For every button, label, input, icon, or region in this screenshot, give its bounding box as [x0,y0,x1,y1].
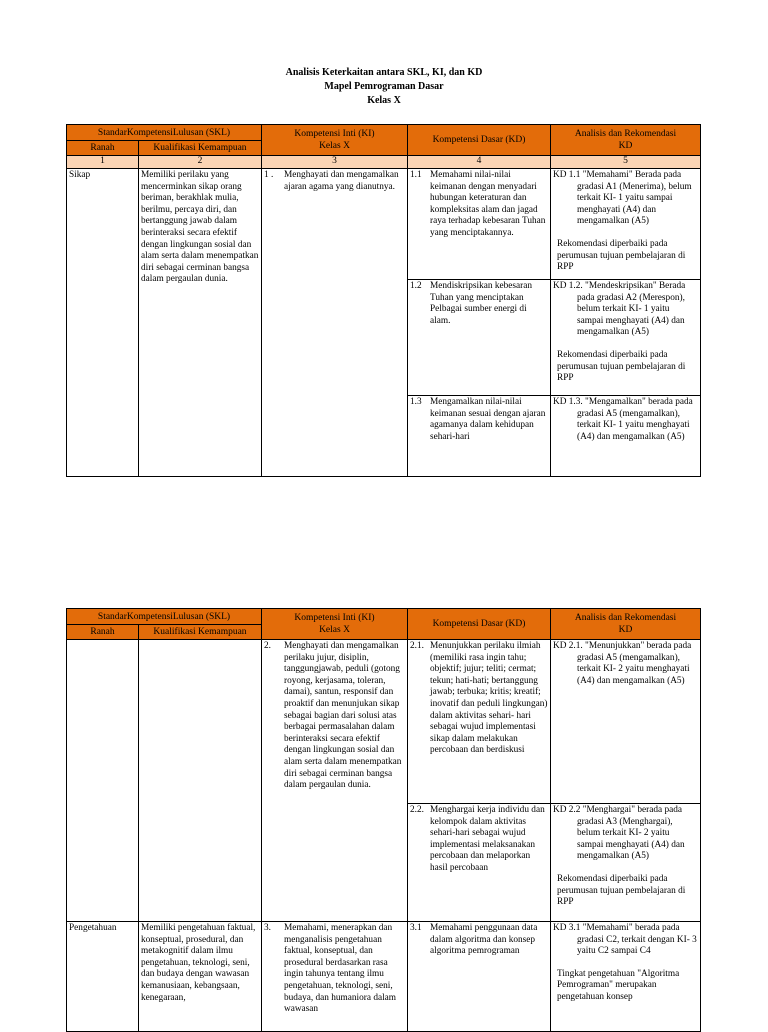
analysis-cell [551,280,701,396]
kd-text: Mendiskripsikan kebesaran Tuhan yang menciptakan Pelbagai sumber energi di alam. [430,281,532,326]
header-kualifikasi: Kualifikasi Kemampuan [139,141,262,156]
analysis-item [553,805,698,863]
recommendation-text: Rekomendasi diperbaiki pada perumusan tujuan pembelajaran di RPP [557,238,686,273]
ranah-cell: Pengetahuan [67,922,139,1032]
analysis-cell [551,922,701,1032]
header-ki-line1: Kompetensi Inti (KI) [294,129,375,139]
header-analysis [551,125,701,156]
kualifikasi-cell: Memiliki perilaku yang mencerminkan sikap orang beriman, berakhlak mulia, berilmu, percaya diri, dan bertanggung jawab dalam berinteraksi secara efektif dengan lingkungan sosial dan alam serta dalam menempatkan diri sebagai cerminan bangsa dalam pergaulan dunia. [139,169,262,477]
ki-number: 1 . [264,170,274,180]
header-ki-line1: Kompetensi Inti (KI) [294,613,375,623]
header-kd: Kompetensi Dasar (KD) [408,609,551,640]
header-analysis-line1: Analisis dan Rekomendasi [574,129,677,139]
analysis-item [553,923,698,958]
kd-item [410,923,548,958]
kualifikasi-cell: Memiliki pengetahuan faktual, konseptual, prosedural, dan metakognitif dalam ilmu pengetahuan, teknologi, seni, dan budaya dengan wawasan kemanusiaan, kebangsaan, kenegaraan, [139,922,262,1032]
title-line-1: Analisis Keterkaitan antara SKL, KI, dan KD [285,67,483,78]
header-ki [262,125,408,156]
ki-cell [262,169,408,477]
ki-cell [262,922,408,1032]
kd-text: Memahami penggunaan data dalam algoritma dan konsep algoritma pemrograman [430,923,538,957]
header-ki [262,609,408,640]
kd-text: Memahami nilai-nilai keimanan dengan menyadari hubungan keteraturan dan kompleksitas alam dan jagad raya terhadap kebesaran Tuhan yang menciptakannya. [430,170,546,238]
ki-item [264,170,405,193]
analysis-text: "Menunjukkan" berada pada gradasi A5 (mengamalkan), terkait KI- 2 yaitu menghayati (A4) dan mengamalkan (A5) [577,641,692,686]
header-kd: Kompetensi Dasar (KD) [408,125,551,156]
ki-text: Menghayati dan mengamalkan perilaku jujur, disiplin, tanggungjawab, peduli (gotong royong, kerjasama, toleran, damai), santun, responsif dan proaktif dan menunjukan sikap sebagai bagian dari solusi atas berbagai permasalahan dalam berinteraksi secara efektif dengan lingkungan sosial dan alam serta dalam menempatkan diri sebagai cerminan bangsa dalam pergaulan dunia. [284,641,402,791]
analysis-text: "Mendeskripsikan" Berada pada gradasi A2 (Merespon), belum terkait KI- 1 yaitu sampai menghayati (A4) dan mengamalkan (A5) [577,281,686,338]
header-skl: StandarKompetensiLulusan (SKL) [67,609,262,625]
col-number-2: 2 [139,156,262,169]
header-ki-line2: Kelas X [319,141,350,151]
analysis-item [553,397,698,443]
kd-number: 2.1. [410,641,424,651]
header-ranah: Ranah [67,625,139,640]
header-ranah: Ranah [67,141,139,156]
analysis-kd-number: KD 2.2 [553,805,581,815]
col-number-3: 3 [262,156,408,169]
ki-text: Menghayati dan mengamalkan ajaran agama yang dianutnya. [284,170,399,192]
kd-cell [408,804,551,922]
analysis-kd-number: KD 1.3. [553,397,583,407]
analysis-text: "Memahami" berada pada gradasi C2, terkait dengan KI- 3 yaitu C2 sampai C4 [577,923,697,957]
title-line-3: Kelas X [367,95,401,106]
ki-item [264,923,405,1016]
kd-cell [408,396,551,477]
recommendation-text: Tingkat pengetahuan "Algoritma Pemrograman" merupakan pengetahuan konsep [557,968,680,1002]
kd-number: 1.3 [410,397,422,407]
ki-cell [262,640,408,922]
kd-number: 1.2 [410,281,422,291]
kd-item [410,397,548,443]
analysis-kd-number: KD 3.1 [553,923,581,933]
kd-number: 2.2. [410,805,424,815]
ki-text: Memahami, menerapkan dan menganalisis pengetahuan faktual, konseptual, dan prosedural berdasarkan rasa ingin tahunya tentang ilmu pengetahuan, teknologi, seni, budaya, dan humaniora dalam wawasan [284,923,397,1015]
analysis-table-2 [66,608,701,1032]
kd-text: Menunjukkan perilaku ilmiah (memiliki rasa ingin tahu; objektif; jujur; teliti; cermat; tekun; hati-hati; bertanggung jawab; terbuka; kritis; kreatif; inovatif dan peduli lingkungan) dalam aktivitas sehari- hari sebagai wujud implementasi sikap dalam melakukan percobaan dan berdiskusi [430,641,548,756]
ki-number: 2. [264,641,271,651]
analysis-cell [551,169,701,280]
recommendation-text: Rekomendasi diperbaiki pada perumusan tujuan pembelajaran di RPP [557,873,686,908]
kd-text: Mengamalkan nilai-nilai keimanan sesuai dengan ajaran agamanya dalam kehidupan sehari-hari [430,397,546,442]
kualifikasi-cell [139,640,262,922]
analysis-text: "Menghargai" berada pada gradasi A3 (Menghargai), belum terkait KI- 2 yaitu sampai menghayati (A4) dan mengamalkan (A5) [577,805,685,862]
analysis-kd-number: KD 1.2. [553,281,583,291]
kd-item [410,170,548,240]
analysis-text: "Mengamalkan" berada pada gradasi A5 (mengamalkan), terkait KI- 1 yaitu menghayati (A4) dan mengamalkan (A5) [577,397,693,442]
analysis-item [553,641,698,687]
analysis-kd-number: KD 1.1 [553,170,581,180]
kd-number: 3.1 [410,923,422,933]
ki-number: 3. [264,923,271,933]
title-line-2: Mapel Pemrograman Dasar [324,81,444,92]
header-analysis [551,609,701,640]
kd-cell [408,280,551,396]
analysis-cell [551,396,701,477]
header-ki-line2: Kelas X [319,625,350,635]
header-analysis-line2: KD [618,625,633,635]
kd-text: Menghargai kerja individu dan kelompok dalam aktivitas sehari-hari sebagai wujud implementasi melaksanakan percobaan dan melaporkan hasil percobaan [430,805,545,873]
col-number-5: 5 [551,156,701,169]
analysis-table-1 [66,124,701,477]
kd-number: 1.1 [410,170,422,180]
analysis-cell [551,640,701,804]
analysis-item [553,170,698,228]
col-number-1: 1 [67,156,139,169]
analysis-text: "Memahami" Berada pada gradasi A1 (Menerima), belum terkait KI- 1 yaitu sampai menghayati (A4) dan mengamalkan (A5) [577,170,692,227]
ranah-cell [67,640,139,922]
kd-cell [408,922,551,1032]
kd-item [410,805,548,875]
analysis-item [553,281,698,339]
header-kualifikasi: Kualifikasi Kemampuan [139,625,262,640]
analysis-kd-number: KD 2.1. [553,641,583,651]
recommendation-text: Rekomendasi diperbaiki pada perumusan tujuan pembelajaran di RPP [557,349,686,384]
document-title [0,66,768,108]
col-number-4: 4 [408,156,551,169]
kd-cell [408,169,551,280]
kd-item [410,281,548,327]
header-analysis-line2: KD [618,141,633,151]
kd-item [410,641,548,757]
ranah-cell: Sikap [67,169,139,477]
ki-item [264,641,405,792]
kd-cell [408,640,551,804]
header-skl: StandarKompetensiLulusan (SKL) [67,125,262,141]
analysis-cell [551,804,701,922]
header-analysis-line1: Analisis dan Rekomendasi [574,613,677,623]
